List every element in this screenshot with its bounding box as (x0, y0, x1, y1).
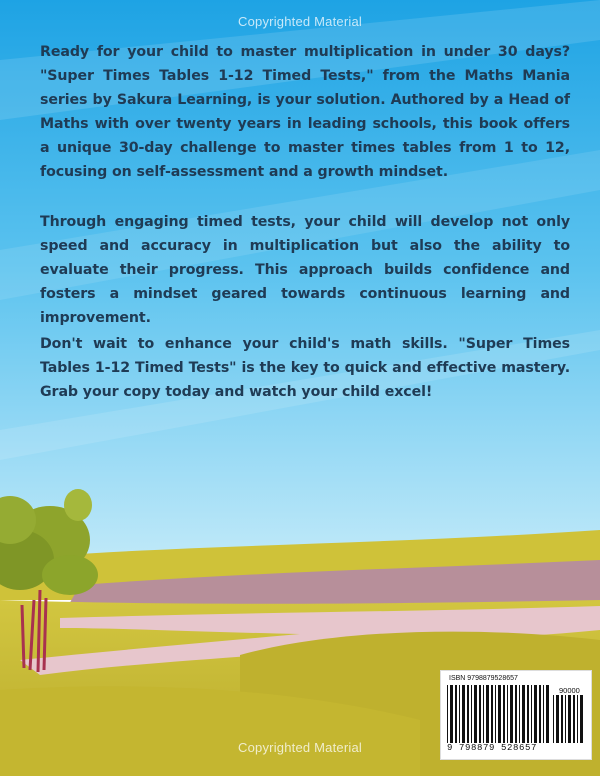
barcode-bar (565, 695, 566, 743)
copyright-watermark: Copyrighted Material (238, 14, 362, 29)
description-paragraph: Don't wait to enhance your child's math skills. "Super Times Tables 1-12 Timed Tests" is the key to quick and effective mastery. Grab your copy today and watch your child excel! (40, 336, 570, 400)
barcode-bar (510, 685, 513, 743)
barcode-bar (531, 685, 532, 743)
barcode-bar (568, 695, 571, 743)
barcode-bar (503, 685, 505, 743)
barcode-bar (467, 685, 469, 743)
barcode-bar (479, 685, 481, 743)
description-paragraph: Through engaging timed tests, your child will develop not only speed and accuracy in multiplication but also the ability to evaluate their progress. This approach builds confidence and fosters a mindset geared towards continuous learning and improvement. (40, 214, 570, 326)
description-paragraph: Ready for your child to master multiplication in under 30 days? "Super Times Tables 1-12 Timed Tests," from the Maths Mania series by Sakura Learning, is your solution. Authored by a Head of Maths with over twenty years in leading schools, this book offers a unique 30-day challenge to master times tables from 1 to 12, focusing on self-assessment and a growth mindset. (40, 44, 570, 180)
price-code: 90000 (559, 686, 580, 695)
barcode-bar (527, 685, 529, 743)
barcode-bar (573, 695, 575, 743)
barcode-bar (539, 685, 541, 743)
barcode-bar (459, 685, 460, 743)
barcode-addon-bars (553, 695, 585, 743)
barcode-bar (486, 685, 489, 743)
copyright-watermark: Copyrighted Material (238, 740, 362, 755)
barcode-bar (450, 685, 453, 743)
barcode-bar (522, 685, 525, 743)
barcode-bar (474, 685, 477, 743)
barcode-bar (447, 685, 448, 743)
barcode-bars (447, 685, 551, 743)
isbn-digits: 9 798879 528657 (447, 743, 538, 753)
barcode-bar (515, 685, 517, 743)
barcode-bar (553, 695, 554, 743)
barcode-bar (546, 685, 549, 743)
barcode-bar (519, 685, 520, 743)
barcode-bar (455, 685, 457, 743)
barcode-bar (561, 695, 563, 743)
barcode-bar (495, 685, 496, 743)
barcode-bar (577, 695, 578, 743)
barcode-bar (507, 685, 508, 743)
barcode-bar (580, 695, 583, 743)
barcode-bar (491, 685, 493, 743)
barcode-bar (483, 685, 484, 743)
barcode-bar (462, 685, 465, 743)
barcode-bar (543, 685, 544, 743)
barcode-bar (471, 685, 472, 743)
barcode-bar (556, 695, 559, 743)
isbn-label: ISBN 9798879528657 (449, 675, 518, 682)
barcode-bar (498, 685, 501, 743)
barcode-bar (534, 685, 537, 743)
